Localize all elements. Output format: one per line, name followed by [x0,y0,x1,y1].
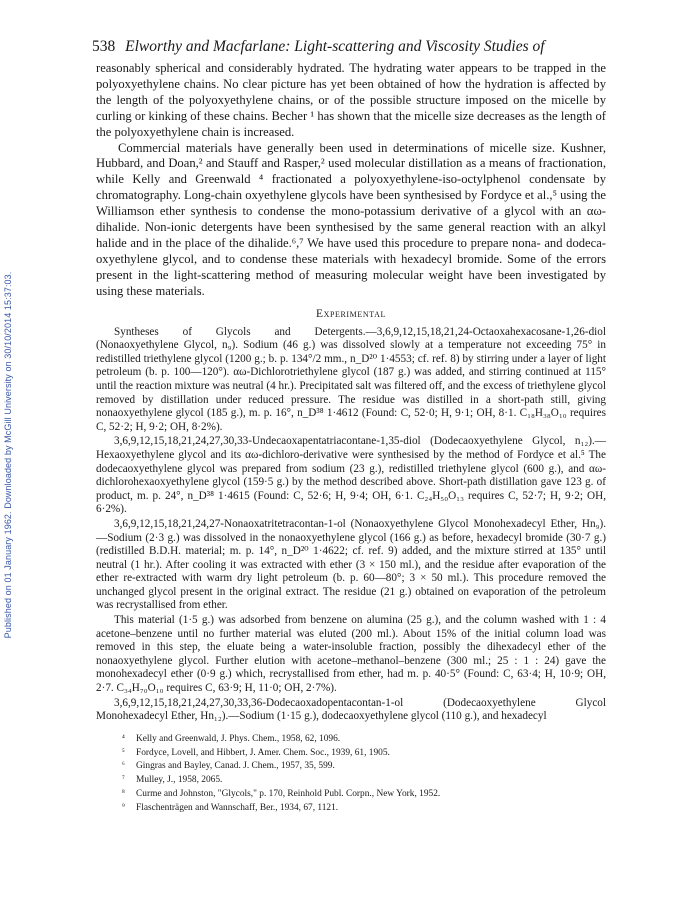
reference-item [122,773,606,787]
download-notice [2,150,14,760]
reference-number: ⁹ [122,801,125,811]
reference-number: ⁸ [122,788,125,797]
reference-item [122,732,606,746]
reference-text: Gingras and Bayley, Canad. J. Chem., 1957, 35, 599. [136,761,335,772]
reference-number: ⁴ [122,732,125,742]
running-title: Elworthy and Macfarlane: Light-scattering and Viscosity Studies of [125,38,545,55]
reference-item [122,787,606,801]
page-header [92,38,545,56]
reference-number: ⁵ [122,746,125,756]
download-notice-text: Published on 01 January 1962. Downloaded by McGill University on 30/10/2014 15:37:03. [3,271,13,639]
experimental-paragraph-4: This material (1·5 g.) was adsorbed from benzene on alumina (25 g.), and the column washed with 1 : 4 acetone–benzene until no further material was eluted (200 ml.). About 15% of the initial column load was removed in this step, the eluate being a water-insoluble fraction, possibly the dihexadecyl ether of the nonaoxyethylene glycol. Further elution with acetone–methanol–benzene (300 ml.; 25 : 1 : 24) gave the monohexadecyl ether (0·9 g.) which, recrystallised from ether, had m. p. 40·5° (Found: C, 63·4; H, 10·9; OH, 2·7. C₃₄H₇₀O₁₀ requires C, 63·9; H, 11·0; OH, 2·7%). [96,614,606,695]
reference-item [122,801,606,815]
intro-paragraph-2: Commercial materials have generally been used in determinations of micelle size. Kushner, Hubbard, and Doan,² and Stauff and Rasper,² used molecular distillation as a means of fractionation, while Kelly and Greenwald ⁴ fractionated a polyoxyethylene-iso-octylphenol condensate by chromatography. Long-chain oxyethylene glycols have been synthesised by Fordyce et al.,⁵ using the Williamson ether synthesis to condense the mono-potassium derivative of a glycol with an αω-dihalide. Non-ionic detergents have been synthesised by the same general reaction with an alkyl halide and in the place of the dihalide.⁶,⁷ We have used this procedure to prepare nona- and dodeca-oxyethylene glycol, and to condense these materials with hexadecyl bromide. Some of the errors present in the light-scattering method of measuring molecular weight have been investigated by using these materials. [96,140,606,298]
experimental-paragraph-5: 3,6,9,12,15,18,21,24,27,30,33,36-Dodecaoxadopentacontan-1-ol (Dodecaoxyethylene Glycol Monohexadecyl Ether, Hn₁₂).—Sodium (1·15 g.), dodecaoxyethylene glycol (110 g.), and hexadecyl [96,696,606,723]
reference-item [122,759,606,773]
intro-paragraph-1: reasonably spherical and considerably hydrated. The hydrating water appears to be trapped in the polyoxyethylene chains. No clear picture has yet been obtained of how the hydration is affected by the length of the polyoxyethylene chains, or of the possible structure imposed on the micelle by curling or kinking of these chains. Becher ¹ has shown that the micelle size decreases as the length of the polyoxyethylene chain is increased. [96,61,606,139]
reference-item [122,746,606,760]
reference-text: Curme and Johnston, "Glycols," p. 170, Reinhold Publ. Corpn., New York, 1952. [136,789,441,799]
experimental-paragraph-2: 3,6,9,12,15,18,21,24,27,30,33-Undecaoxapentatriacontane-1,35-diol (Dodecaoxyethylene Glycol, n₁₂).—Hexaoxyethylene glycol and its αω-dichloro-derivative were synthesised by the method of Fordyce et al.⁵ The dodecaoxyethylene glycol was prepared from sodium (23 g.), redistilled triethylene glycol (600 g.), and αω-dichlorohexaoxyethylene glycol (159·5 g.) by the method described above. Short-path distillation gave 123 g. of product, m. p. 24°, n_D³⁸ 1·4615 (Found: C, 52·6; H, 9·4; OH, 6·1. C₂₄H₅₀O₁₃ requires C, 52·7; H, 9·2; OH, 6·2%). [96,435,606,516]
experimental-section [96,326,606,724]
footnote-references [96,732,606,815]
experimental-paragraph-1: Syntheses of Glycols and Detergents.—3,6,9,12,15,18,21,24-Octaoxahexacosane-1,26-diol (Nonaoxyethylene Glycol, n₉). Sodium (46 g.) was dissolved slowly at a temperature not exceeding 75° in redistilled triethylene glycol (1200 g.; b. p. 134°/2 mm., n_D²⁰ 1·4553; cf. ref. 8) by stirring under a layer of light petroleum (b. p. 100—120°). αω-Dichlorotriethylene glycol (187 g.) was added, and stirring continued at 115° until the reaction mixture was neutral (4 hr.). Precipitated salt was filtered off, and the excess of triethylene glycol removed by distillation under reduced pressure. The residue was distilled in a short-path still, giving nonaoxyethylene glycol (185 g.), m. p. 16°, n_D³⁸ 1·4612 (Found: C, 52·0; H, 9·1; OH, 8·1. C₁₈H₃₈O₁₀ requires C, 52·2; H, 9·2; OH, 8·2%). [96,325,606,433]
reference-number: ⁷ [122,774,125,784]
experimental-paragraph-3: 3,6,9,12,15,18,21,24,27-Nonaoxatritetracontan-1-ol (Nonaoxyethylene Glycol Monohexadecyl Ether, Hn₉).—Sodium (2·3 g.) was dissolved in the nonaoxyethylene glycol (166 g.) as before, hexadecyl bromide (30·7 g.) (redistilled B.D.H. material; m. p. 14°, n_D²⁰ 1·4622; cf. ref. 9) added, and the mixture stirred at 135° until neutral (1 hr.). After cooling it was extracted with ether (3 × 150 ml.), and the residue after evaporation of the ether re-extracted with warm dry light petroleum (b. p. 60—80°; 3 × 50 ml.). This procedure removed the unchanged glycol present in the original extract. The residue (21 g.) obtained on evaporation of the petroleum was recrystallised from ether. [96,517,606,612]
reference-text: Kelly and Greenwald, J. Phys. Chem., 1958, 62, 1096. [136,733,341,744]
page-number: 538 [92,38,116,55]
reference-text: Fordyce, Lovell, and Hibbert, J. Amer. Chem. Soc., 1939, 61, 1905. [136,747,390,758]
section-heading-experimental: Experimental [316,307,386,320]
reference-text: Flaschenträgen and Wannschaff, Ber., 1934, 67, 1121. [136,802,339,813]
article-body [96,61,606,815]
reference-text: Mulley, J., 1958, 2065. [136,775,223,786]
reference-number: ⁶ [122,760,125,770]
